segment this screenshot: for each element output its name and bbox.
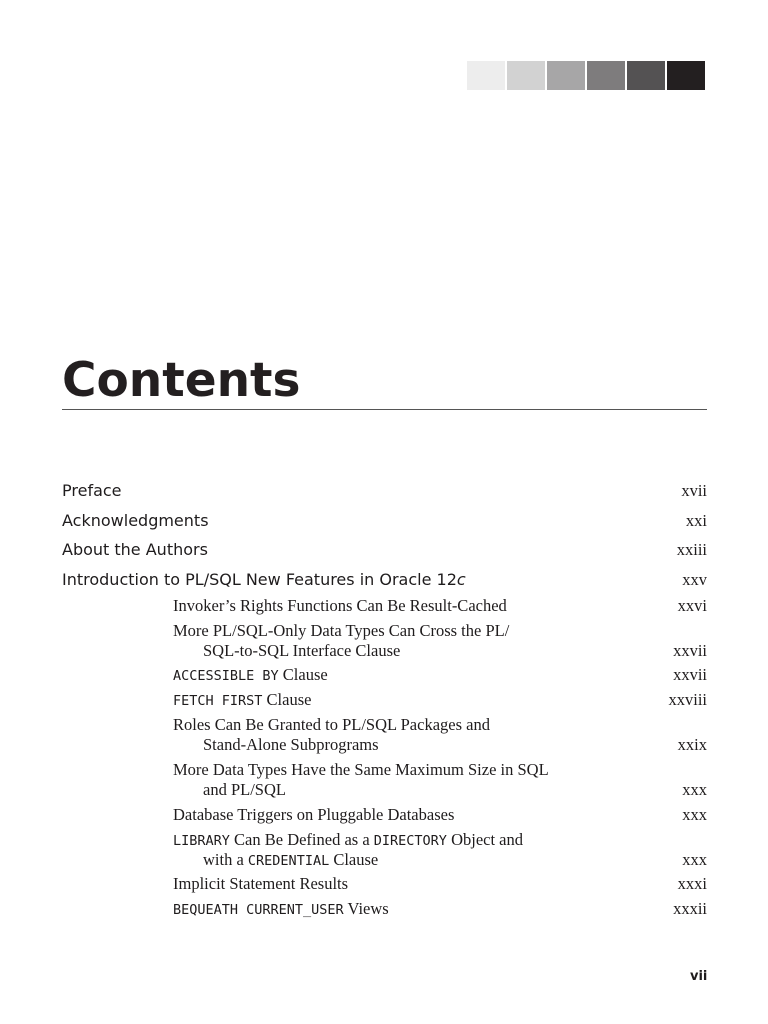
toc-subentry-bequeath[interactable]: [62, 899, 707, 921]
toc-entry-label: About the Authors: [62, 540, 208, 559]
header-color-bar: [467, 61, 705, 90]
toc-subentry-fetch-first[interactable]: [62, 690, 707, 712]
toc-subentry-roles[interactable]: [62, 715, 707, 759]
page-folio: vii: [690, 969, 708, 984]
color-swatch-4: [587, 61, 625, 90]
toc-entry-label: BEQUEATH CURRENT_USER Views: [173, 899, 389, 918]
toc-page-number: xxx: [682, 850, 707, 869]
toc-entry-label: Roles Can Be Granted to PL/SQL Packages and: [173, 715, 490, 734]
page-title: Contents: [62, 353, 301, 408]
toc-entry-preface[interactable]: [62, 481, 707, 503]
toc-page-number: xxx: [682, 805, 707, 824]
toc-entry-label: Implicit Statement Results: [173, 874, 349, 893]
toc-entry-label: Invoker’s Rights Functions Can Be Result-Cached: [173, 596, 507, 615]
toc-page-number: xxi: [685, 511, 707, 530]
color-swatch-6: [667, 61, 705, 90]
toc-subentry-library[interactable]: [62, 830, 707, 874]
title-rule: [62, 409, 707, 410]
toc-entry-label: Preface: [62, 481, 122, 500]
toc-entry-introduction[interactable]: [62, 570, 707, 592]
toc-page-number: xxv: [682, 570, 707, 589]
toc-entry-label-continued: SQL-to-SQL Interface Clause: [203, 641, 401, 660]
toc-entry-label: Database Triggers on Pluggable Databases: [173, 805, 455, 824]
toc-entry-about-authors[interactable]: [62, 540, 707, 562]
toc-entry-label: More Data Types Have the Same Maximum Size in SQL: [173, 760, 549, 779]
color-swatch-5: [627, 61, 665, 90]
toc-entry-label-continued: and PL/SQL: [203, 780, 286, 799]
toc-subentry-triggers[interactable]: [62, 805, 707, 827]
toc-subentry-max-size[interactable]: [62, 760, 707, 804]
toc-entry-label: More PL/SQL-Only Data Types Can Cross the PL/: [173, 621, 510, 640]
toc-subentry-accessible-by[interactable]: [62, 665, 707, 687]
toc-subentry-more-types[interactable]: [62, 621, 707, 665]
toc-entry-label: Introduction to PL/SQL New Features in Oracle 12c: [62, 570, 466, 589]
toc-subentry-implicit-results[interactable]: [62, 874, 707, 896]
toc-page-number: xxviii: [668, 690, 707, 709]
toc-entry-label-continued: Stand-Alone Subprograms: [203, 735, 379, 754]
color-swatch-2: [507, 61, 545, 90]
toc-page-number: xxxi: [677, 874, 707, 893]
color-swatch-1: [467, 61, 505, 90]
toc-entry-label-continued: with a CREDENTIAL Clause: [203, 850, 379, 869]
toc-page-number: xxvii: [673, 665, 707, 684]
toc-entry-label: LIBRARY Can Be Defined as a DIRECTORY Object and: [173, 830, 523, 849]
toc-entry-label: FETCH FIRST Clause: [173, 690, 312, 709]
toc-page-number: xxiii: [676, 540, 707, 559]
toc-page-number: xvii: [681, 481, 707, 500]
toc-page-number: xxx: [682, 780, 707, 799]
toc-page-number: xxix: [677, 735, 707, 754]
toc-entry-acknowledgments[interactable]: [62, 511, 707, 533]
toc-page-number: xxvi: [677, 596, 707, 615]
toc-page-number: xxxii: [673, 899, 707, 918]
toc-entry-label: Acknowledgments: [62, 511, 209, 530]
toc-entry-label: ACCESSIBLE BY Clause: [173, 665, 328, 684]
color-swatch-3: [547, 61, 585, 90]
toc-page-number: xxvii: [673, 641, 707, 660]
toc-subentry-invokers-rights[interactable]: [62, 596, 707, 618]
